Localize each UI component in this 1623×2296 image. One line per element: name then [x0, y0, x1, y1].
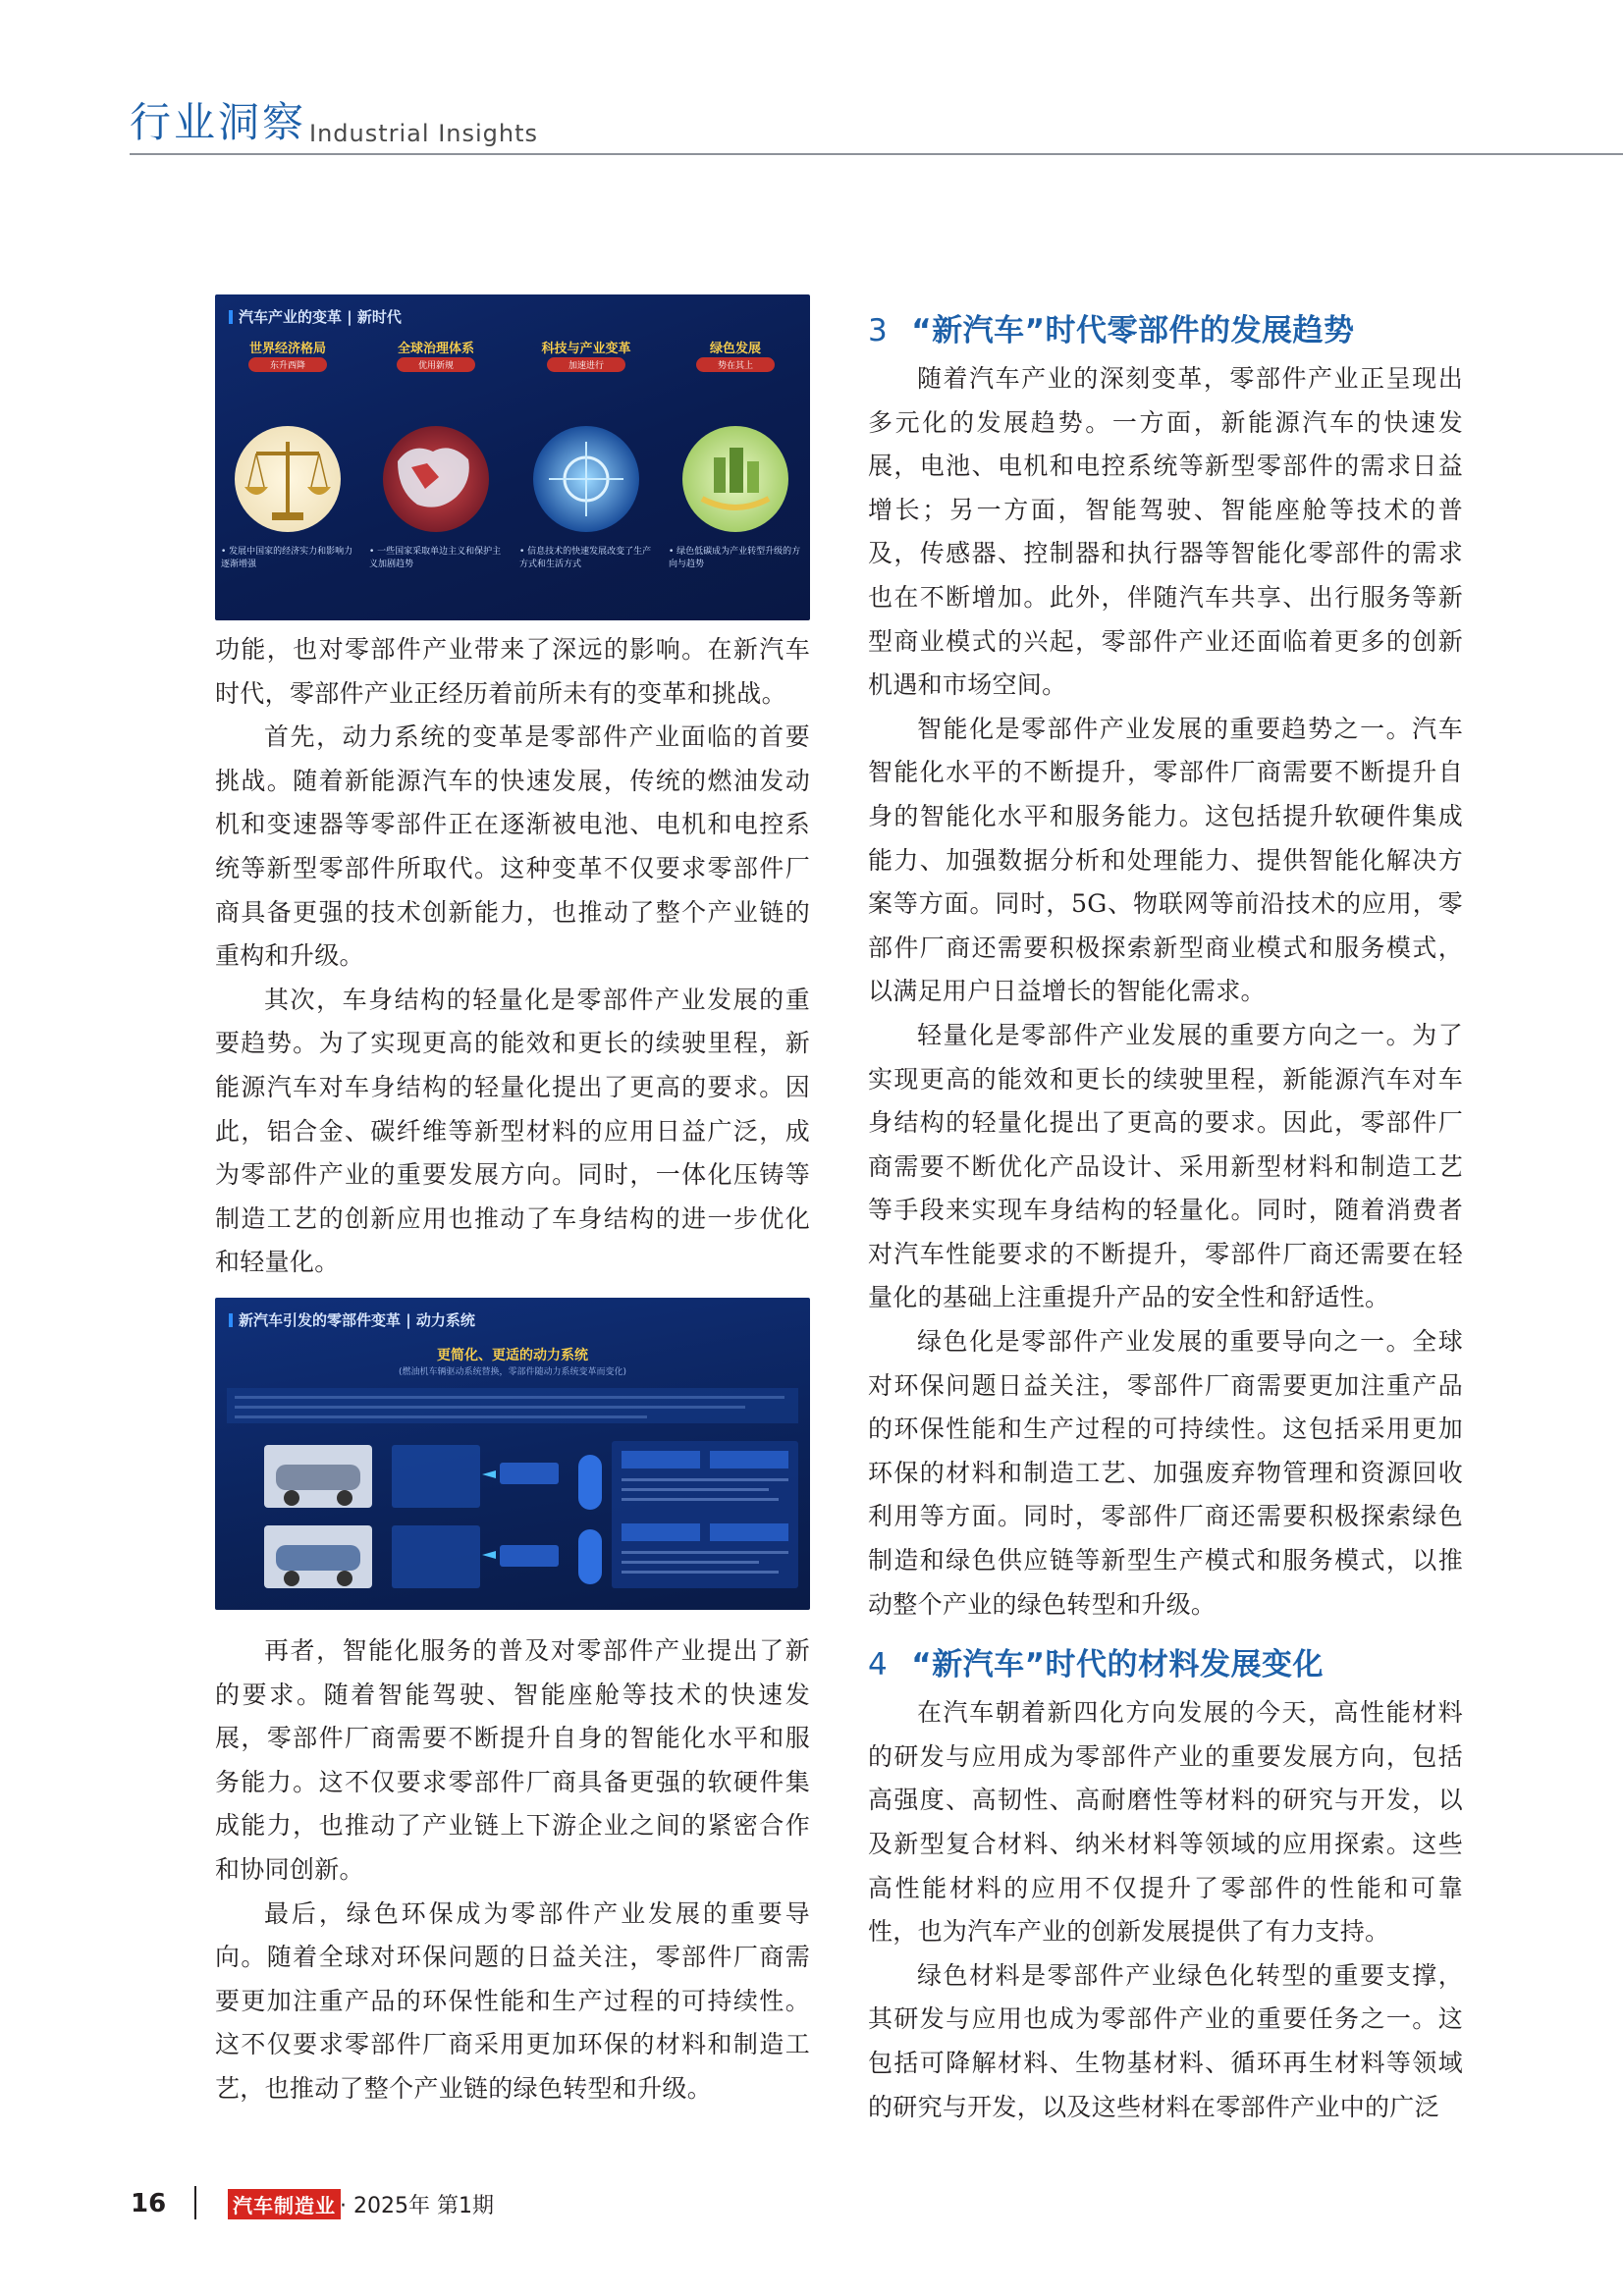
issue-info: · 2025年 第1期 [340, 2194, 494, 2218]
paragraph: 再者，智能化服务的普及对零部件产业提出了新的要求。随着智能驾驶、智能座舱等技术的快速发展，零部件厂商需要不断提升自身的智能化水平和服务能力。这不仅要求零部件厂商具备更强的软硬件集成能力，也推动了产业链上下游企业之间的紧密合作和协同创新。 [215, 1636, 810, 1884]
paragraph: 其次，车身结构的轻量化是零部件产业发展的重要趋势。为了实现更高的能效和更长的续驶里程，新能源汽车对车身结构的轻量化提出了更高的要求。因此，铝合金、碳纤维等新型材料的应用日益广泛，成为零部件产业的重要发展方向。同时，一体化压铸等制造工艺的创新应用也推动了车身结构的进一步优化和轻量化。 [215, 985, 810, 1277]
paragraph: 轻量化是零部件产业发展的重要方向之一。为了实现更高的能效和更长的续驶里程，新能源汽车对车身结构的轻量化提出了更高的要求。因此，零部件厂商需要不断优化产品设计、采用新型材料和制造工艺等手段来实现车身结构的轻量化。同时，随着消费者对汽车性能要求的不断提升，零部件厂商还需要在轻量化的基础上注重提升产品的安全性和舒适性。 [868, 1020, 1463, 1312]
card-subtitle: 势在其上 [696, 357, 775, 372]
left-column-bottom [215, 1629, 810, 2111]
paragraph: 最后，绿色环保成为零部件产业发展的重要导向。随着全球对环保问题的日益关注，零部件厂商需要更加注重产品的环保性能和生产过程的可持续性。这不仅要求零部件厂商采用更加环保的材料和制造工艺，也推动了整个产业链的绿色转型和升级。 [215, 1898, 810, 2103]
figure-caption: (燃油机车辆驱动系统替换，零部件随动力系统变革而变化) [398, 1367, 627, 1377]
card-subtitle: 加速进行 [547, 357, 625, 372]
footer-divider [194, 2186, 196, 2219]
left-column-top [215, 628, 810, 1285]
paragraph: 首先，动力系统的变革是零部件产业面临的首要挑战。随着新能源汽车的快速发展，传统的燃油发动机和变速器等零部件正在逐渐被电池、电机和电控系统等新型零部件所取代。这种变革不仅要求零部件厂商具备更强的技术创新能力，也推动了整个产业链的重构和升级。 [215, 722, 810, 971]
paragraph: 随着汽车产业的深刻变革，零部件产业正呈现出多元化的发展趋势。一方面，新能源汽车的快速发展，电池、电机和电控系统等新型零部件的需求日益增长；另一方面，智能驾驶、智能座舱等技术的普及，传感器、控制器和执行器等智能化零部件的需求也在不断增加。此外，伴随汽车共享、出行服务等新型商业模式的兴起，零部件产业还面临着更多的创新机遇和市场空间。 [868, 364, 1463, 700]
powertrain-diagram [215, 1298, 810, 1610]
figure-subtitle: 更简化、更适的动力系统 [437, 1348, 588, 1363]
card-subtitle: 优用新规 [397, 357, 475, 372]
section-heading: 3 “新汽车”时代零部件的发展趋势 [868, 313, 1355, 348]
paragraph: 智能化是零部件产业发展的重要趋势之一。汽车智能化水平的不断提升，零部件厂商需要不断提升自身的智能化水平和服务能力。这包括提升软硬件集成能力、加强数据分析和处理能力、提供智能化解决方案等方面。同时，5G、物联网等前沿技术的应用，零部件厂商还需要积极探索新型商业模式和服务模式，以满足用户日益增长的智能化需求。 [868, 714, 1463, 1006]
section-title-en: Industrial Insights [309, 120, 539, 147]
card-text: • 绿色低碳成为产业转型升级的方向与趋势 [669, 547, 801, 569]
card-title: 世界经济格局 [248, 342, 326, 356]
paragraph: 绿色化是零部件产业发展的重要导向之一。全球对环保问题日益关注，零部件厂商需要更加注重产品的环保性能和生产过程的可持续性。这包括采用更加环保的材料和制造工艺、加强废弃物管理和资源回收利用等方面。同时，零部件厂商还需要积极探索绿色制造和绿色供应链等新型生产模式和服务模式，以推动整个产业的绿色转型和升级。 [868, 1327, 1463, 1619]
card-subtitle: 东升西降 [248, 357, 327, 372]
card-title: 全球治理体系 [397, 342, 474, 356]
right-column [868, 310, 1463, 2129]
figure-powertrain-change [215, 1298, 810, 1610]
section-heading: 4 “新汽车”时代的材料发展变化 [868, 1647, 1324, 1683]
figure-industry-change [215, 294, 810, 620]
figure-illustrations [215, 294, 810, 620]
figure-title: 新汽车引发的零部件变革 | 动力系统 [229, 1309, 475, 1330]
header-divider [130, 153, 1623, 155]
card-title: 绿色发展 [709, 342, 761, 356]
figure-title: 汽车产业的变革 | 新时代 [229, 306, 402, 327]
paragraph: 绿色材料是零部件产业绿色化转型的重要支撑，其研发与应用也成为零部件产业的重要任务之一。这包括可降解材料、生物基材料、循环再生材料等领域的研究与开发，以及这些材料在零部件产业中的广泛 [868, 1960, 1463, 2121]
paragraph: 在汽车朝着新四化方向发展的今天，高性能材料的研发与应用成为零部件产业的重要发展方向，包括高强度、高韧性、高耐磨性等材料的研究与开发，以及新型复合材料、纳米材料等领域的应用探索。这些高性能材料的应用不仅提升了零部件的性能和可靠性，也为汽车产业的创新发展提供了有力支持。 [868, 1698, 1463, 1947]
paragraph: 功能，也对零部件产业带来了深远的影响。在新汽车时代，零部件产业正经历着前所未有的变革和挑战。 [215, 635, 810, 708]
card-text: • 信息技术的快速发展改变了生产方式和生活方式 [519, 547, 652, 569]
card-title: 科技与产业变革 [541, 342, 631, 356]
section-title: 行业洞察 [130, 98, 307, 146]
magazine-logo: 汽车制造业 [228, 2189, 341, 2219]
card-text: • 发展中国家的经济实力和影响力逐渐增强 [221, 547, 353, 569]
card-text: • 一些国家采取单边主义和保护主义加剧趋势 [369, 547, 502, 569]
page-number: 16 [131, 2189, 167, 2218]
